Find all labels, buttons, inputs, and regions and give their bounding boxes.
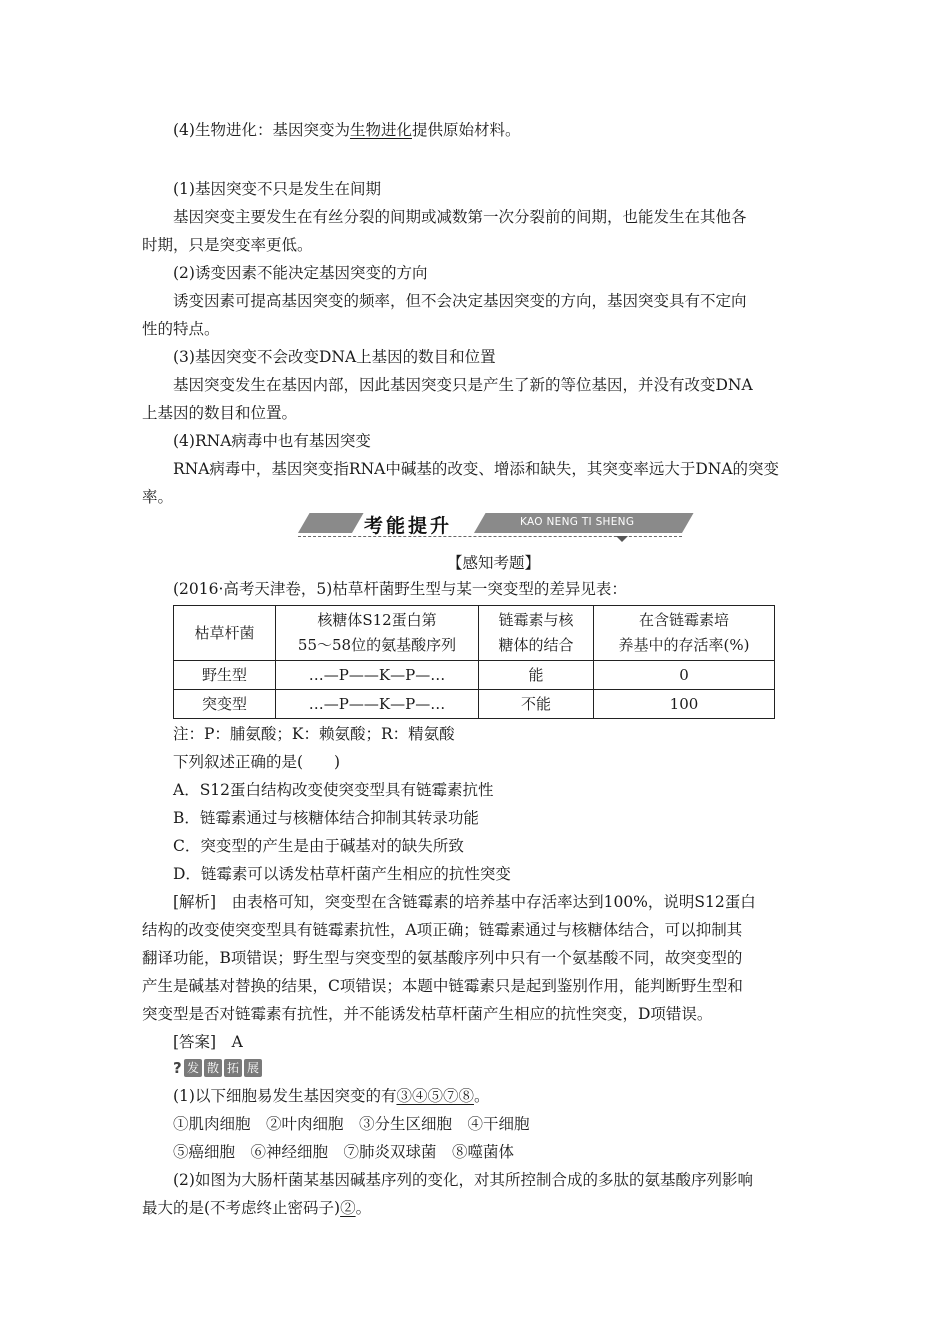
- point-1-heading: (1)基因突变不只是发生在间期: [173, 180, 381, 198]
- question-intro: (2016·高考天津卷，5)枯草杆菌野生型与某一突变型的差异见表：: [173, 580, 627, 598]
- table-header-cell: 枯草杆菌: [174, 606, 276, 661]
- table-cell: …—P——K—P—…: [276, 690, 479, 719]
- banner-subtitle: KAO NENG TI SHENG: [520, 516, 635, 528]
- underlined-answer: 生物进化: [349, 121, 412, 139]
- extension-q2: (2)如图为大肠杆菌某基因碱基序列的变化，对其所控制合成的多肽的氨基酸序列影响: [173, 1171, 753, 1189]
- table-cell: 不能: [479, 690, 594, 719]
- point-3-heading: (3)基因突变不会改变DNA上基因的数目和位置: [173, 348, 496, 366]
- point-3-body-cont: 上基因的数目和位置。: [142, 404, 298, 422]
- extension-q1-options: ⑤癌细胞 ⑥神经细胞 ⑦肺炎双球菌 ⑧噬菌体: [173, 1143, 515, 1161]
- extension-tag: 发: [184, 1059, 202, 1077]
- header-line: 在含链霉素培: [638, 611, 729, 629]
- text-span: 最大的是(不考虑终止密码子): [142, 1199, 341, 1217]
- text-span: 提供原始材料。: [411, 121, 521, 139]
- extension-tag: 拓: [224, 1059, 242, 1077]
- header-line: 养基中的存活率(%): [618, 636, 750, 654]
- header-line: 核糖体S12蛋白第: [317, 611, 437, 629]
- table-row: [174, 690, 775, 719]
- table-cell: 野生型: [174, 661, 276, 690]
- paragraph-evolution: [173, 119, 521, 141]
- text-span: (1)以下细胞易发生基因突变的有: [173, 1087, 397, 1105]
- header-line: 55～58位的氨基酸序列: [297, 636, 457, 654]
- table-note: 注：P：脯氨酸；K：赖氨酸；R：精氨酸: [173, 725, 455, 743]
- point-3-body: 基因突变发生在基因内部，因此基因突变只是产生了新的等位基因，并没有改变DNA: [173, 376, 753, 394]
- table-cell: 100: [594, 690, 775, 719]
- extension-q1: [173, 1085, 490, 1107]
- point-2-body-cont: 性的特点。: [142, 320, 220, 338]
- table-header-row: [174, 606, 775, 661]
- point-4-body-cont: 率。: [142, 488, 174, 506]
- table-header-cell: [594, 606, 775, 661]
- section-title: 【感知考题】: [447, 554, 541, 572]
- analysis-line: 突变型是否对链霉素有抗性，并不能诱发枯草杆菌产生相应的抗性突变，D项错误。: [142, 1005, 713, 1023]
- table-row: [174, 661, 775, 690]
- text-span: 。: [473, 1087, 490, 1105]
- table-header-cell: [276, 606, 479, 661]
- point-2-body: 诱变因素可提高基因突变的频率，但不会决定基因突变的方向，基因突变具有不定向: [173, 292, 747, 310]
- analysis-line: 产生是碱基对替换的结果，C项错误；本题中链霉素只是起到鉴别作用，能判断野生型和: [142, 977, 743, 995]
- option-b: B．链霉素通过与核糖体结合抑制其转录功能: [173, 809, 479, 827]
- option-c: C．突变型的产生是由于碱基对的缺失所致: [173, 837, 464, 855]
- analysis-line: 结构的改变使突变型具有链霉素抗性，A项正确；链霉素通过与核糖体结合，可以抑制其: [142, 921, 743, 939]
- table-header-cell: [479, 606, 594, 661]
- answer-line: [答案] A: [173, 1033, 243, 1051]
- option-a: A．S12蛋白结构改变使突变型具有链霉素抗性: [173, 781, 494, 799]
- analysis-line: [解析] 由表格可知，突变型在含链霉素的培养基中存活率达到100%，说明S12蛋白: [173, 893, 756, 911]
- data-table: [173, 605, 775, 719]
- header-line: 链霉素与核: [498, 611, 574, 629]
- text-span: 。: [355, 1199, 372, 1217]
- underlined-answer: ③④⑤⑦⑧: [396, 1087, 474, 1105]
- banner-pointer-icon: [616, 536, 628, 542]
- underlined-answer: ②: [340, 1199, 356, 1217]
- table-cell: 0: [594, 661, 775, 690]
- banner-title: 考能提升: [364, 515, 453, 537]
- table-cell: …—P——K—P—…: [276, 661, 479, 690]
- extension-q2-cont: [142, 1197, 371, 1219]
- point-4-body: RNA病毒中，基因突变指RNA中碱基的改变、增添和缺失，其突变率远大于DNA的突变: [173, 460, 780, 478]
- point-2-heading: (2)诱变因素不能决定基因突变的方向: [173, 264, 428, 282]
- extension-q1-options: ①肌肉细胞 ②叶肉细胞 ③分生区细胞 ④干细胞: [173, 1115, 530, 1133]
- question-mark-icon: ?: [173, 1059, 182, 1077]
- extension-tag: 散: [204, 1059, 222, 1077]
- table-cell: 突变型: [174, 690, 276, 719]
- question-stem: 下列叙述正确的是( ): [173, 753, 341, 771]
- section-banner: [298, 511, 682, 541]
- option-d: D．链霉素可以诱发枯草杆菌产生相应的抗性突变: [173, 865, 511, 883]
- table-cell: 能: [479, 661, 594, 690]
- header-line: 糖体的结合: [498, 636, 574, 654]
- extension-tag: 展: [244, 1059, 262, 1077]
- point-4-heading: (4)RNA病毒中也有基因突变: [173, 432, 371, 450]
- text-span: (4)生物进化：基因突变为: [173, 121, 350, 139]
- analysis-line: 翻译功能，B项错误；野生型与突变型的氨基酸序列中只有一个氨基酸不同，故突变型的: [142, 949, 743, 967]
- banner-left-bar: [298, 513, 364, 533]
- point-1-body-cont: 时期，只是突变率更低。: [142, 236, 313, 254]
- point-1-body: 基因突变主要发生在有丝分裂的间期或减数第一次分裂前的间期，也能发生在其他各: [173, 208, 747, 226]
